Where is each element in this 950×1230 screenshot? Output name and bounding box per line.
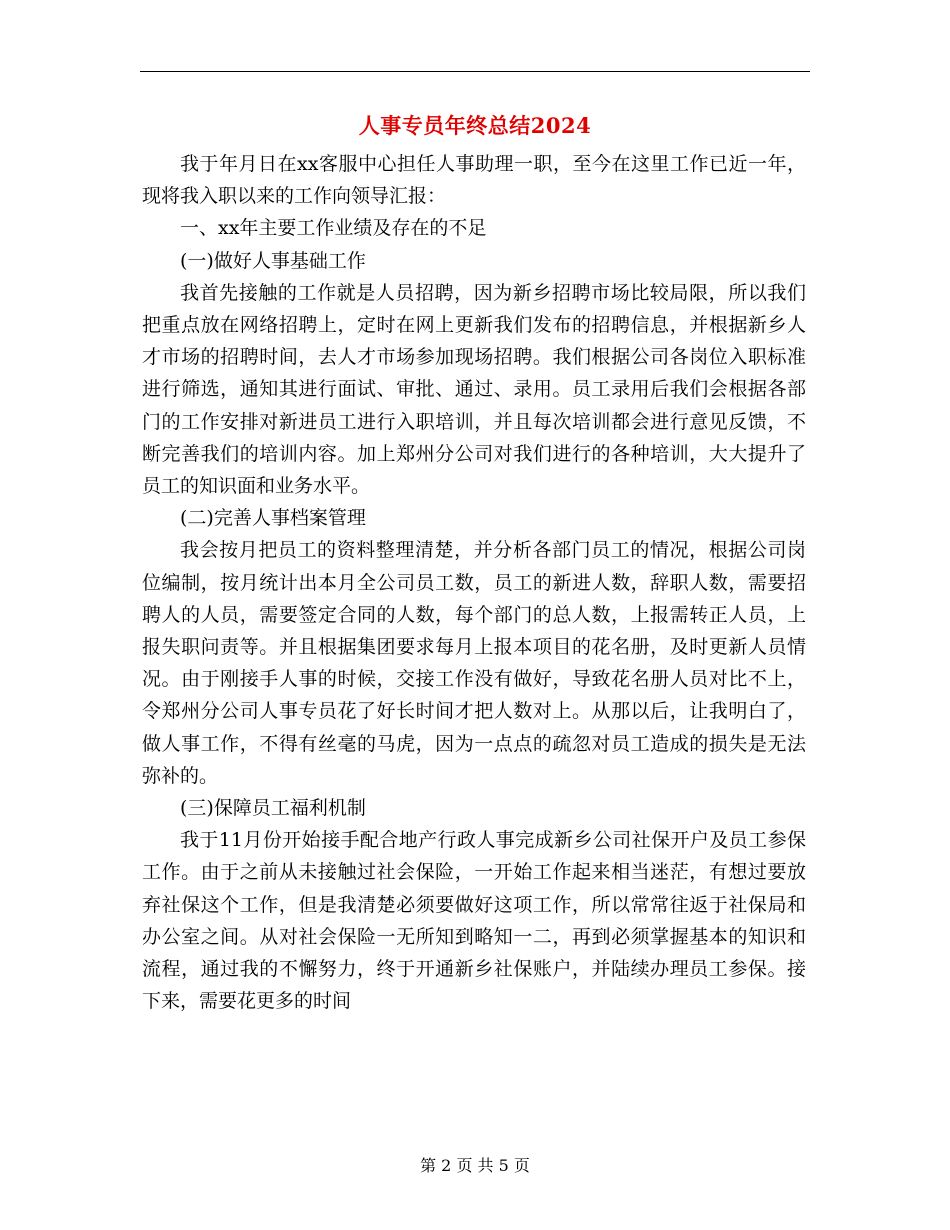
document-title: 人事专员年终总结2024 [358, 113, 592, 138]
header-rule [140, 71, 810, 72]
paragraph-archives: 我会按月把员工的资料整理清楚，并分析各部门员工的情况，根据公司岗位编制，按月统计出本月全公司员工数，员工的新进人数，辞职人数，需要招聘人的人员，需要签定合同的人数，每个部门的总人数，上报需转正人员，上报失职问责等。并且根据集团要求每月上报本项目的花名册，及时更新人员情况。由于刚接手人事的时候，交接工作没有做好，导致花名册人员对比不上，令郑州分公司人事专员花了好长时间才把人数对上。从那以后，让我明白了，做人事工作，不得有丝毫的马虎，因为一点点的疏忽对员工造成的损失是无法弥补的。 [142, 539, 806, 787]
subsection-heading-1: (一)做好人事基础工作 [180, 249, 366, 272]
paragraph-recruitment: 我首先接触的工作就是人员招聘，因为新乡招聘市场比较局限，所以我们把重点放在网络招聘上，定时在网上更新我们发布的招聘信息，并根据新乡人才市场的招聘时间，去人才市场参加现场招聘。我们根据公司各岗位入职标准进行筛选，通知其进行面试、审批、通过、录用。员工录用后我们会根据各部门的工作安排对新进员工进行入职培训，并且每次培训都会进行意见反馈，不断完善我们的培训内容。加上郑州分公司对我们进行的各种培训，大大提升了员工的知识面和业务水平。 [142, 281, 806, 498]
page-number-footer: 第 2 页 共 5 页 [420, 1156, 530, 1175]
document-body [142, 148, 806, 1017]
subsection-heading-3: (三)保障员工福利机制 [180, 797, 366, 820]
paragraph-welfare: 我于11月份开始接手配合地产行政人事完成新乡公司社保开户及员工参保工作。由于之前从未接触过社会保险，一开始工作起来相当迷茫，有想过要放弃社保这个工作，但是我清楚必须要做好这项工作，所以常常往返于社保局和办公室之间。从对社会保险一无所知到略知一二，再到必须掌握基本的知识和流程，通过我的不懈努力，终于开通新乡社保账户，并陆续办理员工参保。接下来，需要花更多的时间 [142, 829, 806, 1013]
paragraph-intro: 我于年月日在xx客服中心担任人事助理一职，至今在这里工作已近一年，现将我入职以来的工作向领导汇报： [142, 153, 806, 208]
section-heading-1: 一、xx年主要工作业绩及存在的不足 [180, 217, 487, 240]
subsection-heading-2: (二)完善人事档案管理 [180, 507, 366, 530]
